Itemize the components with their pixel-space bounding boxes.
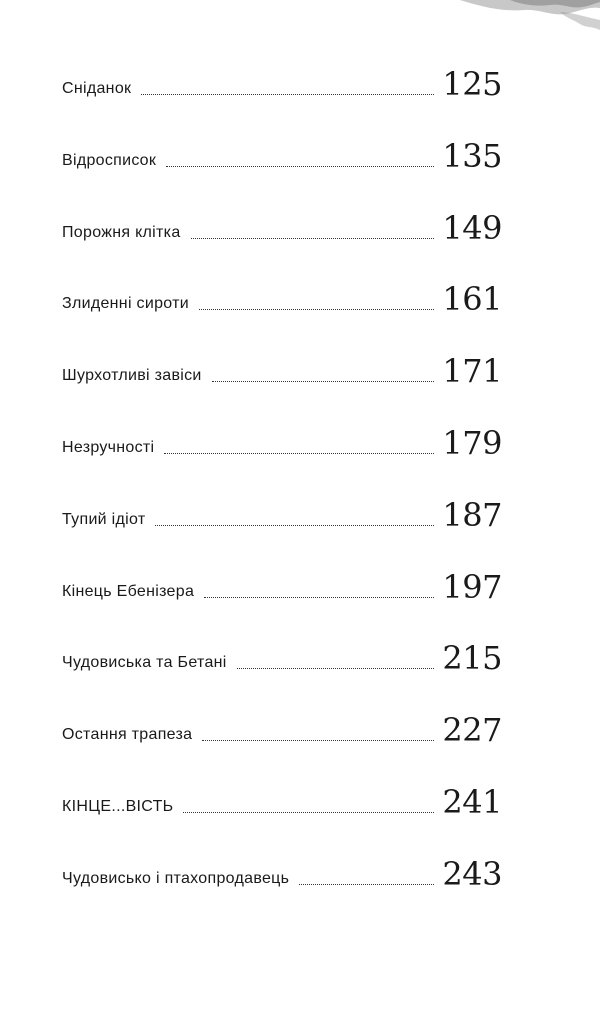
toc-entry-title: Кінець Ебенізера: [62, 582, 195, 600]
toc-entry-page: 179: [442, 423, 502, 462]
toc-entry[interactable]: [62, 561, 502, 633]
dot-leader: [141, 94, 434, 95]
toc-entry-title: Чудовиська та Бетані: [62, 654, 227, 672]
toc-entry-title: Незручності: [62, 438, 155, 456]
toc-entry[interactable]: [62, 848, 502, 920]
dot-leader: [299, 884, 434, 885]
toc-entry-page: 171: [442, 352, 502, 391]
toc-entry-title: Сніданок: [62, 80, 132, 97]
toc-entry-page: 161: [442, 280, 502, 319]
toc-entry-title: Тупий ідіот: [62, 510, 146, 528]
toc-entry[interactable]: [62, 417, 502, 489]
toc-entry-page: 187: [442, 495, 502, 534]
dot-leader: [199, 309, 434, 310]
toc-entry-title: КІНЦЕ...ВІСТЬ: [62, 797, 174, 815]
toc-entry-page: 227: [442, 711, 502, 750]
toc-entry-title: Відроспиcок: [62, 151, 157, 169]
toc-entry-title: Остання трапеза: [62, 726, 193, 744]
toc-entry-title: Чудовисько і птахопродавець: [62, 869, 290, 887]
toc-entry[interactable]: [62, 345, 502, 417]
dot-leader: [212, 381, 434, 382]
toc-entry-title: Порожня клітка: [62, 223, 181, 241]
toc-entry-page: 243: [442, 854, 502, 893]
dot-leader: [204, 597, 434, 598]
toc-entry-page: 135: [442, 136, 502, 175]
toc-entry[interactable]: [62, 489, 502, 561]
toc-entry-title: Злиденні сироти: [62, 295, 189, 313]
toc-entry-page: 215: [442, 639, 502, 678]
dot-leader: [166, 166, 434, 167]
toc-entry-page: 125: [442, 65, 502, 103]
toc-entry[interactable]: [62, 58, 502, 130]
table-of-contents: [62, 58, 502, 920]
toc-entry[interactable]: [62, 202, 502, 274]
dot-leader: [202, 740, 434, 741]
toc-entry[interactable]: [62, 632, 502, 704]
toc-entry-title: Шурхотливі завіси: [62, 367, 202, 385]
toc-entry[interactable]: [62, 130, 502, 202]
toc-entry[interactable]: [62, 776, 502, 848]
toc-entry[interactable]: [62, 704, 502, 776]
dot-leader: [191, 238, 434, 239]
dot-leader: [155, 525, 434, 526]
toc-entry[interactable]: [62, 273, 502, 345]
corner-ink-ornament: [440, 0, 600, 36]
toc-entry-page: 149: [442, 208, 502, 247]
dot-leader: [164, 453, 434, 454]
dot-leader: [183, 812, 434, 813]
dot-leader: [237, 668, 434, 669]
toc-entry-page: 197: [442, 567, 502, 606]
toc-entry-page: 241: [442, 782, 502, 821]
